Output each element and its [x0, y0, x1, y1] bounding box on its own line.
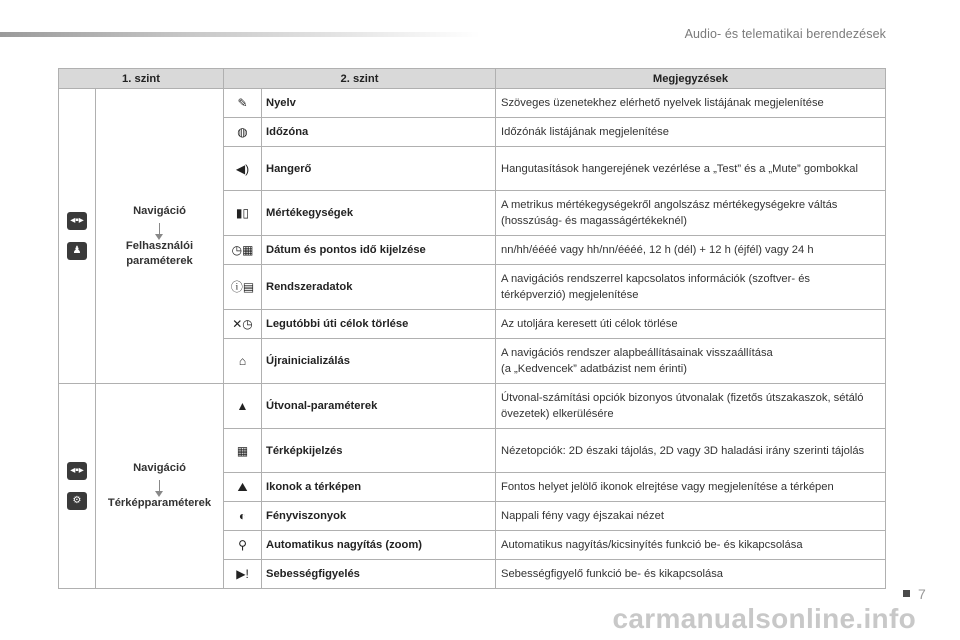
zoom-icon: ⚲	[238, 538, 247, 552]
setting-name: Automatikus nagyítás (zoom)	[262, 531, 496, 560]
group2-level1-cell	[96, 384, 224, 589]
setting-note: Automatikus nagyítás/kicsinyítés funkció be- és kikapcsolása	[496, 531, 886, 560]
setting-name: Térképkijelzés	[262, 429, 496, 473]
setting-name: Legutóbbi úti célok törlése	[262, 310, 496, 339]
setting-name: Hangerő	[262, 147, 496, 191]
footer-marker	[903, 590, 910, 597]
group1-level1-cell	[96, 89, 224, 384]
setting-name: Időzóna	[262, 118, 496, 147]
group2-level1-title: Navigáció	[133, 462, 186, 474]
setting-name: Nyelv	[262, 89, 496, 118]
setting-name: Fényviszonyok	[262, 502, 496, 531]
table-header-row	[59, 69, 886, 89]
arrow-down-icon	[159, 223, 160, 235]
group1-level1-sub: Felhasználói paraméterek	[125, 239, 194, 267]
group1-level1-title: Navigáció	[133, 204, 186, 217]
setting-name: Sebességfigyelés	[262, 560, 496, 589]
group2-level1-sub: Térképparaméterek	[107, 497, 212, 509]
setting-note: A navigációs rendszerrel kapcsolatos információk (szoftver- és térképverzió) megjelenítése	[496, 265, 886, 310]
setting-note: A metrikus mértékegységekről angolszász mértékegységekre váltás (hosszúság- és magasságértékeknél)	[496, 191, 886, 236]
setting-note: Szöveges üzenetekhez elérhető nyelvek listájának megjelenítése	[496, 89, 886, 118]
route-settings-icon: ▲	[236, 399, 249, 413]
brightness-icon: ◐	[238, 509, 247, 523]
group2-mode-icons	[59, 384, 96, 589]
setting-note: Fontos helyet jelölő ikonok elrejtése vagy megjelenítése a térképen	[496, 473, 886, 502]
setting-note: Nappali fény vagy éjszakai nézet	[496, 502, 886, 531]
reset-icon: ⌂	[238, 354, 247, 368]
globe-timezone-icon: ◍	[237, 125, 248, 139]
speaker-volume-icon: ◀)	[235, 161, 250, 176]
setting-name: Rendszeradatok	[262, 265, 496, 310]
page-header-title: Audio- és telematikai berendezések	[684, 27, 886, 41]
col-header-level2: 2. szint	[224, 69, 496, 89]
clear-destinations-icon: ✕◷	[232, 317, 253, 331]
navigation-mode-icon: ◂▪▸	[67, 212, 87, 230]
navigation-mode-icon: ◂▪▸	[67, 462, 87, 480]
setting-note: Nézetopciók: 2D északi tájolás, 2D vagy 3D haladási irány szerinti tájolás	[496, 429, 886, 473]
calendar-clock-icon: ◷▦	[231, 243, 254, 257]
map-view-icon: ▦	[236, 443, 249, 458]
map-settings-icon: ⚙	[67, 492, 87, 510]
map-icons-icon: ⛰	[237, 480, 248, 494]
col-header-level1: 1. szint	[59, 69, 224, 89]
setting-name: Dátum és pontos idő kijelzése	[262, 236, 496, 265]
ruler-units-icon: ▮▯	[235, 206, 250, 220]
setting-note: Sebességfigyelő funkció be- és kikapcsolása	[496, 560, 886, 589]
setting-name: Útvonal-paraméterek	[262, 384, 496, 429]
language-abc-icon: ✎	[237, 96, 248, 110]
page-number: 7	[918, 586, 926, 602]
setting-name: Újrainicializálás	[262, 339, 496, 384]
setting-note: Időzónák listájának megjelenítése	[496, 118, 886, 147]
setting-name: Ikonok a térképen	[262, 473, 496, 502]
setting-note: Útvonal-számítási opciók bizonyos útvonalak (fizetős útszakaszok, sétáló övezetek) elkerülésére	[496, 384, 886, 429]
setting-note: A navigációs rendszer alapbeállításainak visszaállítása (a „Kedvencek” adatbázist nem érinti)	[496, 339, 886, 384]
user-profile-icon: ♟	[67, 242, 87, 260]
settings-table	[58, 68, 886, 589]
header-gradient-bar	[0, 32, 480, 37]
group1-mode-icons	[59, 89, 96, 384]
table-row	[59, 89, 886, 118]
system-info-icon: ⓘ▤	[230, 280, 255, 294]
setting-note: Az utoljára keresett úti célok törlése	[496, 310, 886, 339]
setting-note: nn/hh/éééé vagy hh/nn/éééé, 12 h (dél) + 12 h (éjfél) vagy 24 h	[496, 236, 886, 265]
setting-note: Hangutasítások hangerejének vezérlése a „Test” és a „Mute” gombokkal	[496, 147, 886, 191]
table-row	[59, 384, 886, 429]
watermark: carmanualsonline.info	[612, 603, 916, 634]
col-header-notes: Megjegyzések	[496, 69, 886, 89]
arrow-down-icon	[159, 480, 160, 492]
setting-name: Mértékegységek	[262, 191, 496, 236]
speed-alert-icon: ▶!	[236, 567, 249, 581]
